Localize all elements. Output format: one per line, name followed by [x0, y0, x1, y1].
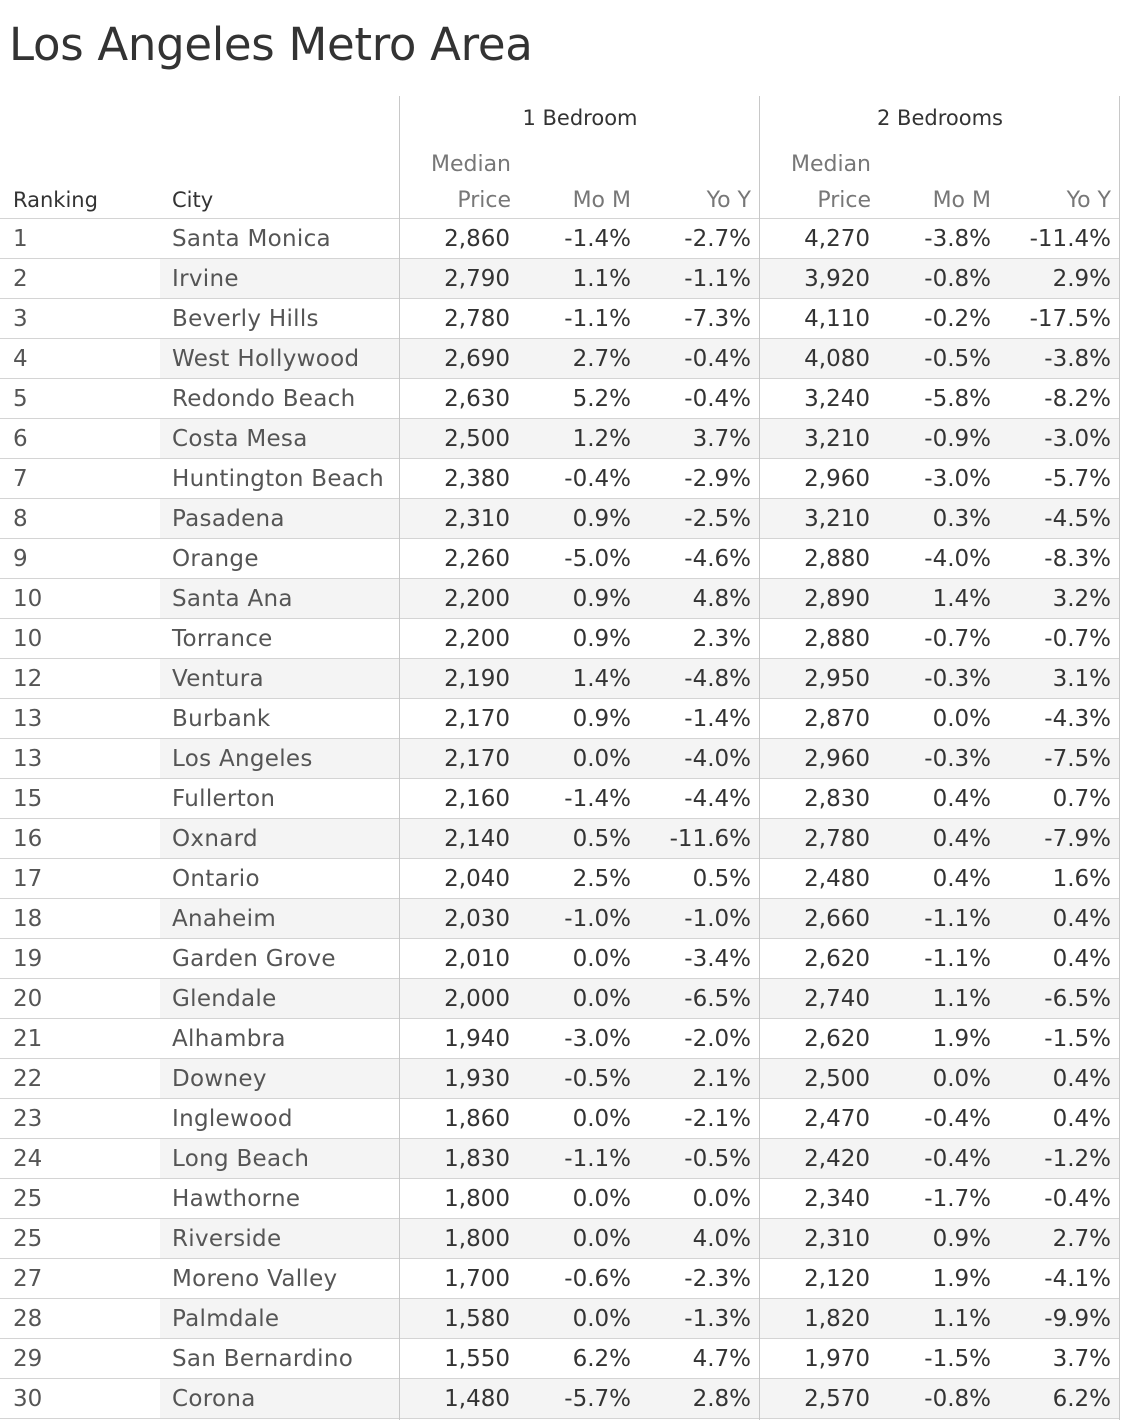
yoy-1br-cell: -1.0%	[684, 906, 751, 932]
city-cell: Hawthorne	[172, 1186, 301, 1212]
city-cell: Long Beach	[172, 1146, 310, 1172]
yoy-1br-cell: 4.7%	[692, 1346, 751, 1372]
median-price-2br-cell: 2,780	[804, 826, 870, 852]
ranking-cell: 25	[13, 1186, 43, 1212]
table-row	[0, 1179, 1120, 1219]
median-price-1br-cell: 2,000	[444, 986, 510, 1012]
mom-1br-cell: 5.2%	[572, 386, 631, 412]
group-header-2-bedrooms: 2 Bedrooms	[877, 106, 1003, 130]
table-row	[0, 1339, 1120, 1379]
ranking-cell: 1	[13, 226, 28, 252]
ranking-cell: 12	[13, 666, 43, 692]
yoy-2br-cell: 3.1%	[1052, 666, 1111, 692]
mom-1br-cell: 0.0%	[572, 1306, 631, 1332]
city-cell: Torrance	[172, 626, 273, 652]
city-cell: San Bernardino	[172, 1346, 354, 1372]
city-cell: Beverly Hills	[172, 306, 319, 332]
ranking-cell: 20	[13, 986, 43, 1012]
table-row	[0, 1099, 1120, 1139]
yoy-2br-cell: 0.7%	[1052, 786, 1111, 812]
yoy-1br-cell: 2.3%	[692, 626, 751, 652]
ranking-cell: 10	[13, 626, 43, 652]
table-row	[0, 499, 1120, 539]
city-cell: Glendale	[172, 986, 277, 1012]
yoy-1br-cell: -1.3%	[684, 1306, 751, 1332]
median-price-1br-cell: 2,010	[444, 946, 510, 972]
mom-2br-cell: -0.4%	[924, 1146, 991, 1172]
yoy-2br-cell: -3.0%	[1044, 426, 1111, 452]
yoy-1br-cell: -2.3%	[684, 1266, 751, 1292]
column-header-median-1br-line1: Median	[430, 152, 511, 177]
table-row	[0, 259, 1120, 299]
column-header-yoy-2br: Yo Y	[1066, 188, 1111, 213]
mom-1br-cell: -0.5%	[564, 1066, 631, 1092]
city-cell: Pasadena	[172, 506, 285, 532]
ranking-cell: 6	[13, 426, 28, 452]
mom-2br-cell: -1.1%	[924, 946, 991, 972]
yoy-2br-cell: -7.9%	[1044, 826, 1111, 852]
median-price-2br-cell: 1,820	[804, 1306, 870, 1332]
median-price-2br-cell: 3,920	[804, 266, 870, 292]
ranking-cell: 24	[13, 1146, 43, 1172]
ranking-cell: 19	[13, 946, 43, 972]
column-header-mom-2br: Mo M	[932, 188, 991, 213]
mom-1br-cell: -0.6%	[564, 1266, 631, 1292]
median-price-1br-cell: 2,260	[444, 546, 510, 572]
row-divider	[0, 1418, 1120, 1419]
median-price-1br-cell: 2,790	[444, 266, 510, 292]
median-price-1br-cell: 1,860	[444, 1106, 510, 1132]
yoy-2br-cell: -8.3%	[1044, 546, 1111, 572]
mom-1br-cell: 0.9%	[572, 626, 631, 652]
median-price-2br-cell: 2,620	[804, 946, 870, 972]
median-price-1br-cell: 2,170	[444, 746, 510, 772]
city-cell: Costa Mesa	[172, 426, 308, 452]
city-cell: Corona	[172, 1386, 256, 1412]
median-price-2br-cell: 2,620	[804, 1026, 870, 1052]
mom-1br-cell: 2.5%	[572, 866, 631, 892]
mom-2br-cell: -0.3%	[924, 746, 991, 772]
ranking-cell: 13	[13, 706, 43, 732]
yoy-1br-cell: -0.4%	[684, 346, 751, 372]
mom-1br-cell: -3.0%	[564, 1026, 631, 1052]
yoy-2br-cell: 1.6%	[1052, 866, 1111, 892]
city-cell: Moreno Valley	[172, 1266, 338, 1292]
city-cell: Irvine	[172, 266, 239, 292]
mom-1br-cell: -1.1%	[564, 306, 631, 332]
ranking-cell: 9	[13, 546, 28, 572]
yoy-2br-cell: -6.5%	[1044, 986, 1111, 1012]
median-price-2br-cell: 2,960	[804, 466, 870, 492]
median-price-1br-cell: 1,550	[444, 1346, 510, 1372]
table-row	[0, 1379, 1120, 1419]
column-divider-1br	[399, 96, 400, 1420]
median-price-1br-cell: 2,630	[444, 386, 510, 412]
ranking-cell: 22	[13, 1066, 43, 1092]
yoy-2br-cell: -4.3%	[1044, 706, 1111, 732]
mom-1br-cell: 0.0%	[572, 1106, 631, 1132]
table-row	[0, 779, 1120, 819]
city-cell: Anaheim	[172, 906, 277, 932]
column-header-ranking: Ranking	[13, 188, 98, 212]
mom-1br-cell: -5.7%	[564, 1386, 631, 1412]
ranking-cell: 15	[13, 786, 43, 812]
city-cell: Oxnard	[172, 826, 258, 852]
median-price-2br-cell: 2,960	[804, 746, 870, 772]
mom-2br-cell: -1.1%	[924, 906, 991, 932]
table-row	[0, 619, 1120, 659]
ranking-cell: 3	[13, 306, 28, 332]
mom-1br-cell: 2.7%	[572, 346, 631, 372]
ranking-cell: 21	[13, 1026, 43, 1052]
mom-1br-cell: -0.4%	[564, 466, 631, 492]
median-price-1br-cell: 2,140	[444, 826, 510, 852]
table-row	[0, 379, 1120, 419]
median-price-2br-cell: 2,470	[804, 1106, 870, 1132]
yoy-1br-cell: -3.4%	[684, 946, 751, 972]
table-row	[0, 899, 1120, 939]
table-row	[0, 219, 1120, 259]
median-price-2br-cell: 2,740	[804, 986, 870, 1012]
median-price-1br-cell: 1,940	[444, 1026, 510, 1052]
yoy-1br-cell: -2.9%	[684, 466, 751, 492]
ranking-cell: 2	[13, 266, 28, 292]
mom-2br-cell: 1.1%	[932, 986, 991, 1012]
city-cell: Los Angeles	[172, 746, 313, 772]
city-cell: Fullerton	[172, 786, 276, 812]
median-price-2br-cell: 2,340	[804, 1186, 870, 1212]
yoy-1br-cell: -2.7%	[684, 226, 751, 252]
mom-1br-cell: 0.9%	[572, 706, 631, 732]
yoy-1br-cell: 4.8%	[692, 586, 751, 612]
city-cell: Garden Grove	[172, 946, 336, 972]
yoy-2br-cell: -0.7%	[1044, 626, 1111, 652]
column-header-median-2br-line1: Median	[790, 152, 871, 177]
median-price-1br-cell: 1,800	[444, 1226, 510, 1252]
city-cell: Huntington Beach	[172, 466, 385, 492]
median-price-1br-cell: 2,200	[444, 586, 510, 612]
city-cell: Palmdale	[172, 1306, 280, 1332]
table-row	[0, 1019, 1120, 1059]
yoy-1br-cell: 0.5%	[692, 866, 751, 892]
city-cell: Alhambra	[172, 1026, 286, 1052]
mom-1br-cell: 1.1%	[572, 266, 631, 292]
city-cell: Redondo Beach	[172, 386, 356, 412]
mom-2br-cell: -0.3%	[924, 666, 991, 692]
yoy-2br-cell: 0.4%	[1052, 906, 1111, 932]
table-row	[0, 699, 1120, 739]
yoy-1br-cell: 2.1%	[692, 1066, 751, 1092]
mom-1br-cell: 0.0%	[572, 946, 631, 972]
city-cell: Santa Ana	[172, 586, 293, 612]
mom-1br-cell: -1.1%	[564, 1146, 631, 1172]
mom-2br-cell: 0.4%	[932, 866, 991, 892]
median-price-1br-cell: 2,310	[444, 506, 510, 532]
mom-2br-cell: -0.2%	[924, 306, 991, 332]
ranking-cell: 25	[13, 1226, 43, 1252]
median-price-1br-cell: 1,930	[444, 1066, 510, 1092]
column-divider-right	[1119, 96, 1120, 1420]
city-cell: Orange	[172, 546, 259, 572]
mom-2br-cell: 0.0%	[932, 1066, 991, 1092]
column-divider-2br	[759, 96, 760, 1420]
table-row	[0, 739, 1120, 779]
yoy-2br-cell: 3.7%	[1052, 1346, 1111, 1372]
median-price-2br-cell: 2,950	[804, 666, 870, 692]
median-price-1br-cell: 2,190	[444, 666, 510, 692]
median-price-2br-cell: 2,830	[804, 786, 870, 812]
yoy-2br-cell: -8.2%	[1044, 386, 1111, 412]
yoy-1br-cell: -2.1%	[684, 1106, 751, 1132]
ranking-cell: 28	[13, 1306, 43, 1332]
group-header-1-bedroom: 1 Bedroom	[522, 106, 638, 130]
table-row	[0, 1059, 1120, 1099]
city-cell: Santa Monica	[172, 226, 331, 252]
yoy-1br-cell: -11.6%	[669, 826, 751, 852]
mom-2br-cell: 1.9%	[932, 1266, 991, 1292]
city-cell: Riverside	[172, 1226, 282, 1252]
yoy-2br-cell: -4.5%	[1044, 506, 1111, 532]
median-price-1br-cell: 2,030	[444, 906, 510, 932]
mom-1br-cell: -1.0%	[564, 906, 631, 932]
median-price-1br-cell: 2,040	[444, 866, 510, 892]
mom-2br-cell: 0.4%	[932, 826, 991, 852]
yoy-1br-cell: -6.5%	[684, 986, 751, 1012]
mom-1br-cell: 0.9%	[572, 506, 631, 532]
ranking-cell: 29	[13, 1346, 43, 1372]
ranking-cell: 5	[13, 386, 28, 412]
median-price-2br-cell: 2,120	[804, 1266, 870, 1292]
yoy-1br-cell: -4.4%	[684, 786, 751, 812]
mom-1br-cell: -1.4%	[564, 786, 631, 812]
median-price-1br-cell: 1,700	[444, 1266, 510, 1292]
yoy-2br-cell: 2.9%	[1052, 266, 1111, 292]
ranking-cell: 16	[13, 826, 43, 852]
column-header-yoy-1br: Yo Y	[706, 188, 751, 213]
yoy-2br-cell: -0.4%	[1044, 1186, 1111, 1212]
mom-1br-cell: 0.9%	[572, 586, 631, 612]
median-price-2br-cell: 2,500	[804, 1066, 870, 1092]
yoy-2br-cell: 0.4%	[1052, 1066, 1111, 1092]
yoy-2br-cell: 0.4%	[1052, 1106, 1111, 1132]
column-header-median-1br-line2: Price	[457, 188, 511, 213]
mom-1br-cell: 6.2%	[572, 1346, 631, 1372]
table-row	[0, 539, 1120, 579]
table-row	[0, 1139, 1120, 1179]
yoy-2br-cell: -4.1%	[1044, 1266, 1111, 1292]
table-row	[0, 419, 1120, 459]
yoy-1br-cell: -4.8%	[684, 666, 751, 692]
ranking-cell: 17	[13, 866, 43, 892]
yoy-2br-cell: 3.2%	[1052, 586, 1111, 612]
table-row	[0, 1299, 1120, 1339]
page-title: Los Angeles Metro Area	[9, 18, 533, 71]
column-header-mom-1br: Mo M	[572, 188, 631, 213]
median-price-1br-cell: 1,830	[444, 1146, 510, 1172]
table-row	[0, 459, 1120, 499]
city-cell: Burbank	[172, 706, 271, 732]
yoy-1br-cell: -7.3%	[684, 306, 751, 332]
median-price-2br-cell: 3,210	[804, 426, 870, 452]
mom-1br-cell: 0.0%	[572, 1186, 631, 1212]
yoy-1br-cell: -0.4%	[684, 386, 751, 412]
ranking-cell: 4	[13, 346, 28, 372]
table-row	[0, 979, 1120, 1019]
yoy-1br-cell: -2.5%	[684, 506, 751, 532]
mom-2br-cell: -0.4%	[924, 1106, 991, 1132]
ranking-cell: 27	[13, 1266, 43, 1292]
yoy-2br-cell: 6.2%	[1052, 1386, 1111, 1412]
median-price-2br-cell: 2,890	[804, 586, 870, 612]
mom-1br-cell: 0.0%	[572, 986, 631, 1012]
median-price-2br-cell: 2,880	[804, 546, 870, 572]
yoy-1br-cell: -1.4%	[684, 706, 751, 732]
city-cell: Ventura	[172, 666, 264, 692]
median-price-2br-cell: 2,570	[804, 1386, 870, 1412]
column-header-median-2br-line2: Price	[817, 188, 871, 213]
mom-2br-cell: 1.9%	[932, 1026, 991, 1052]
median-price-2br-cell: 4,080	[804, 346, 870, 372]
median-price-1br-cell: 2,380	[444, 466, 510, 492]
median-price-1br-cell: 2,160	[444, 786, 510, 812]
table-row	[0, 579, 1120, 619]
mom-2br-cell: -0.7%	[924, 626, 991, 652]
ranking-cell: 13	[13, 746, 43, 772]
median-price-1br-cell: 1,580	[444, 1306, 510, 1332]
mom-1br-cell: 0.0%	[572, 1226, 631, 1252]
mom-1br-cell: 0.5%	[572, 826, 631, 852]
mom-2br-cell: -0.9%	[924, 426, 991, 452]
median-price-1br-cell: 2,500	[444, 426, 510, 452]
mom-2br-cell: -3.8%	[924, 226, 991, 252]
median-price-1br-cell: 1,480	[444, 1386, 510, 1412]
ranking-cell: 23	[13, 1106, 43, 1132]
city-cell: Downey	[172, 1066, 267, 1092]
median-price-2br-cell: 2,310	[804, 1226, 870, 1252]
median-price-2br-cell: 2,480	[804, 866, 870, 892]
median-price-2br-cell: 2,880	[804, 626, 870, 652]
column-header-city: City	[172, 188, 214, 212]
yoy-1br-cell: -1.1%	[684, 266, 751, 292]
yoy-1br-cell: -4.0%	[684, 746, 751, 772]
mom-2br-cell: 0.4%	[932, 786, 991, 812]
table-row	[0, 859, 1120, 899]
ranking-cell: 7	[13, 466, 28, 492]
median-price-1br-cell: 2,170	[444, 706, 510, 732]
yoy-2br-cell: -9.9%	[1044, 1306, 1111, 1332]
median-price-1br-cell: 2,200	[444, 626, 510, 652]
yoy-2br-cell: -17.5%	[1029, 306, 1111, 332]
table-row	[0, 1259, 1120, 1299]
table-row	[0, 819, 1120, 859]
yoy-2br-cell: -5.7%	[1044, 466, 1111, 492]
ranking-cell: 30	[13, 1386, 43, 1412]
mom-2br-cell: 1.4%	[932, 586, 991, 612]
mom-2br-cell: -3.0%	[924, 466, 991, 492]
yoy-2br-cell: 0.4%	[1052, 946, 1111, 972]
mom-2br-cell: -0.8%	[924, 1386, 991, 1412]
median-price-2br-cell: 4,110	[804, 306, 870, 332]
yoy-2br-cell: -3.8%	[1044, 346, 1111, 372]
yoy-1br-cell: -4.6%	[684, 546, 751, 572]
table-row	[0, 339, 1120, 379]
yoy-1br-cell: 2.8%	[692, 1386, 751, 1412]
ranking-cell: 10	[13, 586, 43, 612]
mom-1br-cell: -1.4%	[564, 226, 631, 252]
median-price-2br-cell: 1,970	[804, 1346, 870, 1372]
median-price-2br-cell: 4,270	[804, 226, 870, 252]
yoy-1br-cell: -2.0%	[684, 1026, 751, 1052]
yoy-2br-cell: -1.2%	[1044, 1146, 1111, 1172]
median-price-2br-cell: 3,210	[804, 506, 870, 532]
mom-2br-cell: 0.9%	[932, 1226, 991, 1252]
mom-2br-cell: 0.3%	[932, 506, 991, 532]
yoy-2br-cell: -7.5%	[1044, 746, 1111, 772]
mom-2br-cell: 1.1%	[932, 1306, 991, 1332]
median-price-1br-cell: 2,860	[444, 226, 510, 252]
mom-2br-cell: -1.5%	[924, 1346, 991, 1372]
median-price-2br-cell: 3,240	[804, 386, 870, 412]
yoy-2br-cell: -11.4%	[1029, 226, 1111, 252]
yoy-1br-cell: 4.0%	[692, 1226, 751, 1252]
mom-2br-cell: -4.0%	[924, 546, 991, 572]
table-row	[0, 1219, 1120, 1259]
table-row	[0, 299, 1120, 339]
median-price-1br-cell: 1,800	[444, 1186, 510, 1212]
table-row	[0, 659, 1120, 699]
mom-1br-cell: 0.0%	[572, 746, 631, 772]
mom-2br-cell: -1.7%	[924, 1186, 991, 1212]
mom-2br-cell: -0.5%	[924, 346, 991, 372]
mom-1br-cell: 1.2%	[572, 426, 631, 452]
median-price-1br-cell: 2,780	[444, 306, 510, 332]
median-price-2br-cell: 2,420	[804, 1146, 870, 1172]
yoy-1br-cell: 0.0%	[692, 1186, 751, 1212]
ranking-cell: 18	[13, 906, 43, 932]
yoy-1br-cell: -0.5%	[684, 1146, 751, 1172]
yoy-2br-cell: 2.7%	[1052, 1226, 1111, 1252]
mom-1br-cell: 1.4%	[572, 666, 631, 692]
mom-1br-cell: -5.0%	[564, 546, 631, 572]
yoy-2br-cell: -1.5%	[1044, 1026, 1111, 1052]
median-price-1br-cell: 2,690	[444, 346, 510, 372]
mom-2br-cell: -5.8%	[924, 386, 991, 412]
median-price-2br-cell: 2,660	[804, 906, 870, 932]
yoy-1br-cell: 3.7%	[692, 426, 751, 452]
city-cell: Ontario	[172, 866, 260, 892]
ranking-cell: 8	[13, 506, 28, 532]
city-cell: Inglewood	[172, 1106, 293, 1132]
table-row	[0, 939, 1120, 979]
mom-2br-cell: -0.8%	[924, 266, 991, 292]
city-cell: West Hollywood	[172, 346, 360, 372]
median-price-2br-cell: 2,870	[804, 706, 870, 732]
mom-2br-cell: 0.0%	[932, 706, 991, 732]
